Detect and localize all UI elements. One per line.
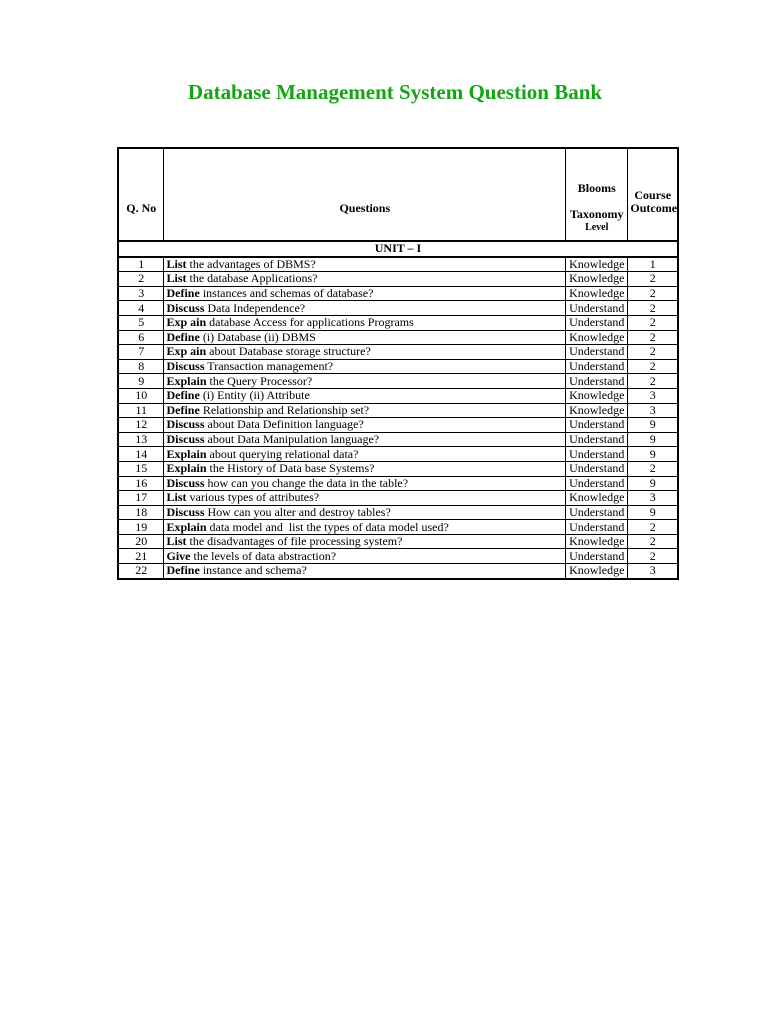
question-rest: Relationship and Relationship set? [199,403,370,417]
blooms-level: Knowledge [566,286,628,301]
unit-row [118,241,678,257]
course-outcome: 2 [628,534,678,549]
question-number: 9 [118,374,164,389]
blooms-level: Knowledge [566,272,628,287]
question-rest: about querying relational data? [206,446,359,461]
question-number: 8 [118,359,164,374]
question-rest: the advantages of DBMS? [186,256,316,271]
question-text [164,534,566,549]
question-number: 10 [118,388,164,403]
question-number: 19 [118,520,164,535]
table-row [118,505,678,520]
header-blooms-line1: Blooms [577,181,616,195]
question-verb: Exp ain [166,315,207,330]
table-row [118,534,678,549]
question-verb: Explain [166,519,207,534]
course-outcome: 3 [628,388,678,403]
course-outcome: 2 [628,272,678,287]
header-blooms [566,148,628,241]
question-number: 14 [118,447,164,462]
table-row [118,520,678,535]
question-verb: Explain [166,461,207,476]
question-verb: Define [166,286,200,301]
question-rest: how can you change the data in the table? [204,476,409,490]
course-outcome: 2 [628,286,678,301]
question-verb: List [166,534,187,549]
question-text [164,272,566,287]
question-number: 1 [118,257,164,272]
question-rest: data model and list the types of data model used? [206,519,449,534]
question-text [164,564,566,579]
question-text [164,374,566,389]
header-questions: Questions [164,148,566,241]
table-row [118,345,678,360]
question-rest: about Data Manipulation language? [204,432,380,447]
course-outcome: 2 [628,315,678,330]
question-verb: Exp ain [166,344,207,359]
question-verb: List [166,490,187,505]
question-text [164,330,566,345]
blooms-level: Knowledge [566,491,628,506]
blooms-level: Understand [566,345,628,360]
table-row [118,447,678,462]
question-verb: Give [166,548,191,563]
question-rest: the History of Data base Systems? [206,461,375,476]
course-outcome: 2 [628,330,678,345]
question-rest: the database Applications? [186,271,318,286]
question-number: 5 [118,315,164,330]
question-rest: the levels of data abstraction? [190,548,337,563]
course-outcome: 2 [628,461,678,476]
blooms-level: Knowledge [566,388,628,403]
header-course-outcome [628,148,678,241]
table-row [118,315,678,330]
question-text [164,461,566,476]
question-text [164,315,566,330]
table-row [118,301,678,316]
question-rest: How can you alter and destroy tables? [204,505,391,519]
blooms-level: Knowledge [566,564,628,579]
question-verb: List [166,256,187,271]
question-verb: Define [166,563,200,578]
question-verb: Discuss [166,476,205,490]
question-rest: instances and schemas of database? [199,286,374,301]
course-outcome: 9 [628,505,678,520]
course-outcome: 3 [628,403,678,418]
question-text [164,432,566,447]
question-number: 12 [118,418,164,433]
question-verb: Define [166,330,200,344]
question-rest: about Database storage structure? [206,344,371,359]
question-verb: Define [166,403,200,417]
question-bank-table [117,147,679,580]
blooms-level: Understand [566,447,628,462]
question-text [164,505,566,520]
question-text [164,286,566,301]
table-row [118,330,678,345]
question-text [164,359,566,374]
course-outcome: 9 [628,418,678,433]
table-row [118,549,678,564]
question-verb: Define [166,388,200,403]
table-row [118,461,678,476]
table-row [118,388,678,403]
header-course-line1: Course [634,188,672,202]
question-rest: various types of attributes? [186,490,320,505]
table-header-row [118,148,678,241]
blooms-level: Understand [566,315,628,330]
table-row [118,476,678,491]
question-number: 4 [118,301,164,316]
question-text [164,301,566,316]
question-text [164,447,566,462]
blooms-level: Understand [566,461,628,476]
question-text [164,403,566,418]
question-verb: List [166,271,187,286]
question-number: 20 [118,534,164,549]
question-number: 6 [118,330,164,345]
question-verb: Explain [166,446,207,461]
table-row [118,564,678,579]
course-outcome: 1 [628,257,678,272]
blooms-level: Understand [566,520,628,535]
question-text [164,476,566,491]
question-number: 21 [118,549,164,564]
blooms-level: Understand [566,549,628,564]
blooms-level: Knowledge [566,330,628,345]
header-blooms-line3: Level [585,222,609,233]
question-text [164,549,566,564]
question-verb: Discuss [166,300,205,315]
question-number: 16 [118,476,164,491]
course-outcome: 2 [628,549,678,564]
question-rest: database Access for applications Programs [206,315,414,330]
question-rest: Data Independence? [204,300,306,315]
question-number: 13 [118,432,164,447]
question-rest: instance and schema? [199,563,307,578]
blooms-level: Understand [566,301,628,316]
table-row [118,374,678,389]
table-row [118,403,678,418]
question-number: 17 [118,491,164,506]
question-verb: Discuss [166,417,205,432]
question-number: 22 [118,564,164,579]
course-outcome: 2 [628,301,678,316]
blooms-level: Understand [566,432,628,447]
question-number: 15 [118,461,164,476]
question-number: 2 [118,272,164,287]
table-row [118,257,678,272]
page-title: Database Management System Question Bank [187,80,603,104]
blooms-level: Knowledge [566,534,628,549]
question-rest: (i) Entity (ii) Attribute [199,388,310,403]
blooms-level: Understand [566,418,628,433]
question-text [164,388,566,403]
question-number: 11 [118,403,164,418]
blooms-level: Knowledge [566,257,628,272]
question-rest: the disadvantages of file processing system? [186,534,403,549]
table-row [118,418,678,433]
blooms-level: Understand [566,476,628,491]
course-outcome: 2 [628,520,678,535]
question-text [164,345,566,360]
blooms-level: Knowledge [566,403,628,418]
question-text [164,257,566,272]
blooms-level: Understand [566,374,628,389]
question-rest: the Query Processor? [206,373,313,388]
question-text [164,520,566,535]
table-row [118,491,678,506]
question-rest: about Data Definition language? [204,417,364,432]
header-course-line2: Outcome [630,201,678,215]
question-text [164,491,566,506]
course-outcome: 9 [628,476,678,491]
course-outcome: 3 [628,564,678,579]
question-rest: Transaction management? [204,359,334,374]
course-outcome: 2 [628,359,678,374]
course-outcome: 9 [628,432,678,447]
course-outcome: 2 [628,374,678,389]
table-row [118,286,678,301]
question-verb: Discuss [166,505,205,519]
table-row [118,359,678,374]
course-outcome: 2 [628,345,678,360]
table-row [118,272,678,287]
header-qno: Q. No [118,148,164,241]
course-outcome: 9 [628,447,678,462]
blooms-level: Understand [566,359,628,374]
question-rest: (i) Database (ii) DBMS [199,330,316,344]
header-blooms-line2: Taxonomy [569,207,624,221]
question-verb: Discuss [166,359,205,374]
question-text [164,418,566,433]
course-outcome: 3 [628,491,678,506]
question-number: 3 [118,286,164,301]
unit-label: UNIT – I [118,241,678,257]
question-verb: Discuss [166,432,205,447]
question-verb: Explain [166,373,207,388]
table-row [118,432,678,447]
blooms-level: Understand [566,505,628,520]
question-number: 7 [118,345,164,360]
question-number: 18 [118,505,164,520]
